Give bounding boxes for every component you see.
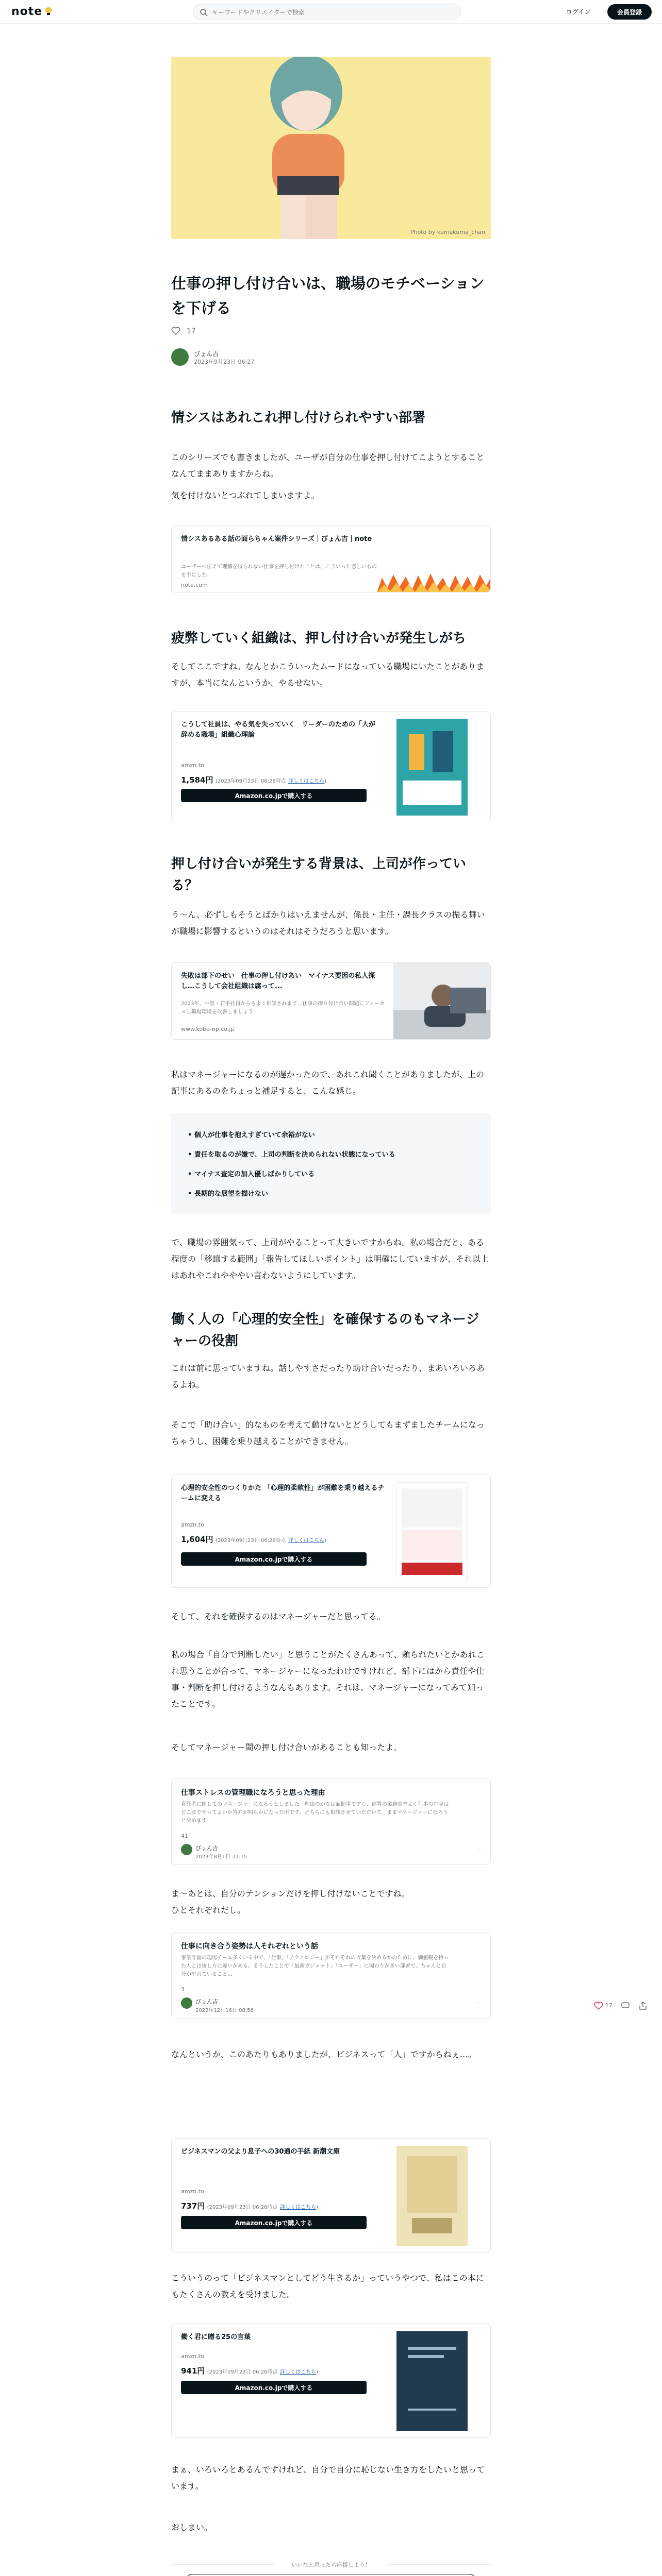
- paragraph: このシリーズでも書きましたが、ユーザが自分の仕事を押し付けてこようとすることなんてままありますからね。: [171, 452, 485, 479]
- price-note: (2023年09月23日 06:26時点: [215, 1538, 286, 1544]
- price-value: 737円: [181, 2201, 205, 2211]
- amazon-buy-button[interactable]: Amazon.co.jpで購入する: [181, 1552, 367, 1566]
- paragraph: そこで「助け合い」的なものを考えて動けないとどうしてもまずましたチームになっちゃうし、困難を乗り越えることができません。: [171, 1420, 485, 1446]
- section-heading: 疲弊していく組織は、押し付け合いが発生しがち: [171, 631, 467, 646]
- search-input[interactable]: [212, 6, 449, 19]
- book-cover: [396, 719, 468, 816]
- link-embed-card[interactable]: [171, 962, 491, 1040]
- card-author: びょん吉: [195, 1998, 218, 2005]
- paragraph: こういうのって「ビジネスマンとしてどう生きるか」っていうやつで、私はこの本にもたくさんの教えを受けました。: [171, 2273, 484, 2299]
- card-description: 事業計画の現場チーム多くいる中で、「仕事」「テクノロジー」がそれぞれの言葉を決めるかのために、価値観を持った人とは接し方に違いがある。そうしたことで「最新ガジェット」「ユーザー」に関わりが多い部署で、ちゃんと自分がやれていること…: [181, 1955, 449, 1977]
- card-date: 2022年12月16日 08:56: [195, 2008, 254, 2013]
- card-title: 仕事ストレスの管理職になろうと思った理由: [181, 1789, 325, 1797]
- card-likes: 3: [181, 1986, 185, 1993]
- card-title: 仕事に向き合う姿勢は人それぞれという話: [181, 1942, 318, 1951]
- paragraph: う〜ん、必ずしもそうとばかりはいえませんが、係長・主任・課長クラスの振る舞いが職場に影響するというのはそれはそうだろうと思います。: [171, 910, 485, 936]
- paragraph: 私の場合「自分で判断したい」と思うことがたくさんあって、頼られたいとかあれこれ思うことが合って、マネージャーになったわけですけれど、部下にはから責任や仕事・判断を押し付けるようなんもあります。それは、マネージャーになってみて知ったことです。: [171, 1650, 485, 1709]
- amazon-buy-button[interactable]: Amazon.co.jpで購入する: [181, 789, 367, 802]
- book-source: amzn.to: [181, 762, 204, 769]
- more-icon[interactable]: ···: [477, 1847, 482, 1853]
- card-date: 2023年8月1日 21:15: [195, 1854, 247, 1860]
- support-prompt: いいなと思ったら応援しよう！: [171, 2561, 491, 2569]
- amazon-book-card[interactable]: [171, 1475, 491, 1588]
- embed-domain: note.com: [181, 582, 208, 588]
- list-item: • 長期的な展望を描けない: [188, 1188, 268, 1198]
- floating-action-bar: [592, 1999, 659, 2014]
- book-title: 心理的安全性のつくりかた 「心理的柔軟性」が困難を乗り越えるチームに変える: [181, 1484, 385, 1502]
- amazon-buy-button[interactable]: Amazon.co.jpで購入する: [181, 2381, 367, 2394]
- price-detail-link[interactable]: 詳しくはこちら: [280, 2205, 317, 2210]
- paragraph: そして、それを確保するのはマネージャーだと思ってる。: [171, 1612, 386, 1621]
- author-name[interactable]: びょん吉: [194, 350, 219, 358]
- card-description: 責任者に関してのマネージャーになろうとしました。理由のかなは面倒事ですし、部署の業務効率よく仕事の中身はどこまでやってよいか答弁が明らかになった所です。どちらにも相談させていただいて、ままマネージャーになろうと決めます: [181, 1802, 449, 1824]
- paragraph: まぁ、いろいろとあるんですけれど、自分で自分に恥じない生き方をしたいと思っています。: [171, 2465, 485, 2491]
- float-like-count: 17: [605, 2002, 613, 2009]
- amazon-book-card[interactable]: [171, 711, 491, 823]
- share-icon[interactable]: [638, 2001, 648, 2010]
- illustration-girl: [171, 57, 491, 239]
- book-title: こうして社員は、やる気を失っていく リーダーのための「人が辞める職場」組織心理論: [181, 721, 376, 739]
- list-item: • 責任を取るのが嫌で、上司の判断を決められない状態になっている: [188, 1149, 395, 1159]
- heart-icon: [171, 327, 180, 335]
- logo-text: note: [11, 5, 43, 18]
- paragraph: これは前に思っていますね。話しやすさだったり助け合いだったり、まあいろいろあるよね。: [171, 1363, 485, 1389]
- amazon-book-card[interactable]: [171, 2324, 491, 2438]
- more-icon[interactable]: ···: [477, 2001, 482, 2006]
- note-article-card[interactable]: [171, 1932, 491, 2019]
- paragraph: ひとそれぞれだし。: [171, 1905, 246, 1915]
- embed-description: ユーザーへ伝えて理解を得られない仕事を押し付けたことは、こういった悲しいものを手にした。: [181, 564, 377, 578]
- section-heading: 働く人の「心理的安全性」を確保するのもマネージャーの役割: [171, 1312, 479, 1349]
- book-price: 737円 (2023年09月23日 06:26時点 詳しくはこちら): [181, 2201, 318, 2211]
- book-source: amzn.to: [181, 2353, 204, 2360]
- section-heading: 情シスはあれこれ押し付けられやすい部署: [171, 410, 426, 426]
- book-cover: [396, 2331, 468, 2431]
- article-title: 仕事の押し付け合いは、職場のモチベーションを下げる: [171, 275, 485, 317]
- card-likes: 41: [181, 1833, 188, 1839]
- hero-image: [171, 57, 491, 239]
- book-title: 働く君に贈る25の言葉: [181, 2333, 251, 2341]
- list-item: • マイナス査定の加入優しばかりしている: [188, 1168, 315, 1178]
- paragraph: で、職場の雰囲気って、上司がやることって大きいですからね。私の場合だと、ある程度の「移譲する範囲」「報告してほしいポイント」は明確にしていますが、それ以上はあれやこれやややい言わないようにしています。: [171, 1238, 489, 1280]
- like-counter[interactable]: [171, 327, 196, 335]
- search-icon: [200, 8, 208, 16]
- book-cover: [396, 2146, 468, 2246]
- list-item: • 個人が仕事を抱えすぎていて余裕がない: [188, 1129, 315, 1139]
- summary-list: [171, 1113, 491, 1214]
- price-value: 941円: [181, 2366, 205, 2376]
- amazon-buy-button[interactable]: Amazon.co.jpで購入する: [181, 2216, 367, 2229]
- avatar[interactable]: [171, 348, 189, 366]
- embed-description: 2023年、中堅・若手社員からもよく相談されます…仕事の擦り付け合い問題にフォーカスし職場環境を改善しましょう: [181, 1001, 385, 1015]
- paragraph: なんというか、このあたりもありましたが、ビジネスって「人」ですからねぇ…。: [171, 2049, 476, 2059]
- price-note: (2023年09月23日 06:26時点: [215, 778, 286, 784]
- embed-title: 失敗は部下のせい 仕事の押し付けあい マイナス要因の私人探し…こうして会社組織は腐って...: [181, 972, 375, 990]
- price-detail-link[interactable]: 詳しくはこちら: [288, 778, 325, 784]
- book-source: amzn.to: [181, 1521, 204, 1528]
- link-embed-card[interactable]: [171, 526, 491, 592]
- price-detail-link[interactable]: 詳しくはこちら: [280, 2369, 317, 2375]
- section-heading: 押し付け合いが発生する背景は、上司が作っている？: [171, 856, 467, 893]
- embed-domain: www.kobe-np.co.jp: [181, 1026, 235, 1032]
- login-link[interactable]: ログイン: [566, 8, 591, 15]
- book-title: ビジネスマンの父より息子への30通の手紙 新潮文庫: [181, 2148, 340, 2156]
- publish-date: 2023年9月23日 06:27: [194, 359, 255, 365]
- price-note: (2023年09月23日 06:26時点: [207, 2205, 278, 2210]
- top-header: [0, 0, 662, 24]
- photo-credit[interactable]: Photo by kumakuma_chan: [410, 229, 486, 235]
- flame-thumbnail: [377, 572, 490, 592]
- note-logo[interactable]: [11, 5, 53, 18]
- avatar: [181, 1997, 192, 2009]
- lightbulb-icon: [44, 7, 53, 16]
- comment-icon[interactable]: [621, 2001, 630, 2010]
- paragraph: そしてここですね。なんとかこういったムードになっている職場にいたことがありますが、本当になんというか、やるせない。: [171, 662, 485, 688]
- tip-button[interactable]: [184, 2574, 478, 2576]
- book-price: 1,604円 (2023年09月23日 06:26時点 詳しくはこちら): [181, 1535, 327, 1544]
- book-source: amzn.to: [181, 2188, 204, 2195]
- paragraph: ま〜あとは、自分のテンションだけを押し付けないことですね。: [171, 1889, 410, 1899]
- book-cover: [396, 1482, 468, 1581]
- like-count: 17: [187, 327, 196, 335]
- price-value: 1,604円: [181, 1535, 213, 1544]
- book-price: 941円 (2023年09月23日 06:26時点 詳しくはこちら): [181, 2366, 318, 2376]
- price-value: 1,584円: [181, 775, 213, 785]
- paragraph: そしてマネージャー間の押し付け合いがあることも知ったよ。: [171, 1742, 402, 1752]
- avatar: [181, 1844, 192, 1855]
- price-note: (2023年09月23日 06:26時点: [207, 2369, 278, 2375]
- paragraph: 私はマネージャーになるのが遅かったので、あれこれ聞くことがありましたが、上の記事にあるのをちょっと補足すると、こんな感じ。: [171, 1070, 485, 1096]
- note-article-card[interactable]: [171, 1778, 491, 1865]
- paragraph: 気を付けないとつぶれてしまいますよ。: [171, 490, 320, 500]
- businessman-thumbnail: [393, 963, 491, 1040]
- card-author: びょん吉: [195, 1845, 218, 1852]
- amazon-book-card[interactable]: [171, 2138, 491, 2252]
- book-price: 1,584円 (2023年09月23日 06:26時点 詳しくはこちら): [181, 775, 327, 785]
- search-box[interactable]: [193, 4, 461, 20]
- paragraph: おしまい。: [171, 2522, 213, 2532]
- heart-icon[interactable]: [594, 2001, 603, 2010]
- signup-button[interactable]: 会員登録: [607, 4, 652, 20]
- price-detail-link[interactable]: 詳しくはこちら: [288, 1538, 325, 1544]
- embed-title: 情シスあるある話の面らちゃん案件シリーズ｜びょん吉｜note: [181, 535, 372, 543]
